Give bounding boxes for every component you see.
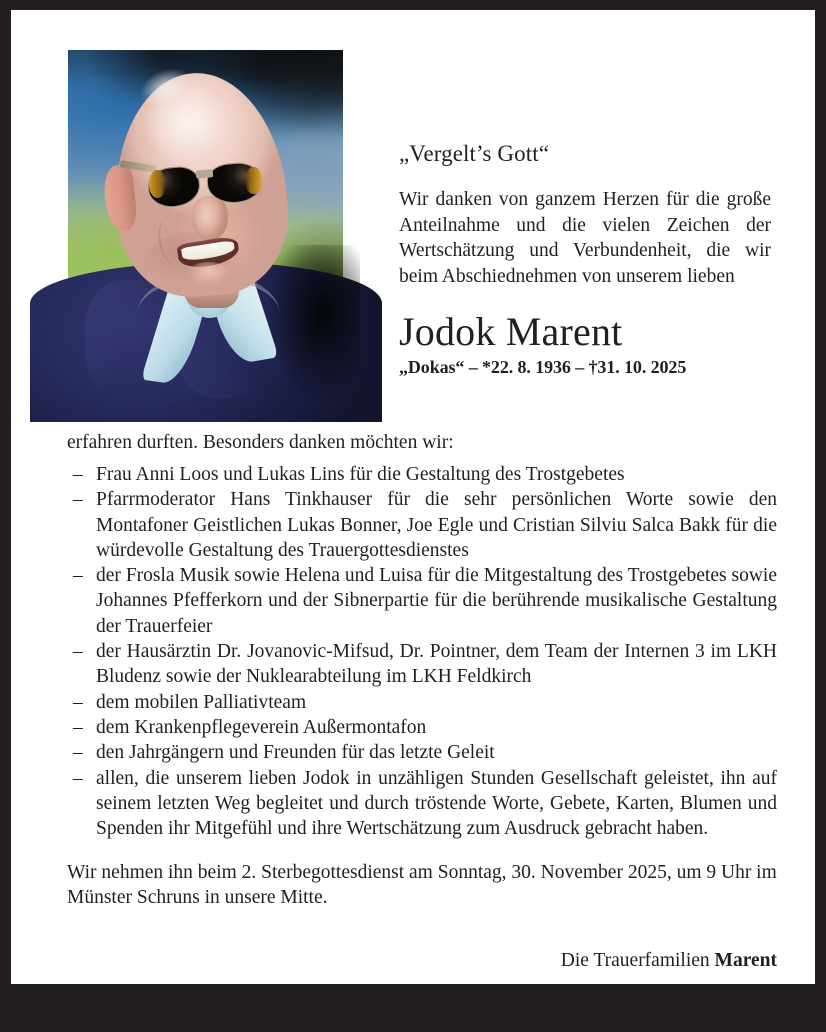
lead-sentence: erfahren durften. Besonders danken möchten wir:	[67, 432, 454, 453]
bullet-dash: –	[73, 742, 83, 764]
list-item-text: dem Krankenpflegeverein Außermontafon	[96, 716, 427, 738]
nickname-and-dates: „Dokas“ – *22. 8. 1936 – †31. 10. 2025	[399, 357, 687, 377]
place-name: Schruns,	[67, 1009, 141, 1031]
list-item-text: der Frosla Musik sowie Helena und Luisa für die Mitgestaltung des Trostgebetes sowie Johannes Pfefferkorn und der Sibnerpartie für die berührende musikalische Gestaltung der Trauerfeier	[96, 565, 777, 637]
list-item	[67, 563, 777, 639]
bullet-dash: –	[73, 767, 83, 789]
header-text-column	[399, 140, 771, 378]
signature-line	[67, 948, 777, 973]
list-item	[67, 462, 777, 487]
signature-family-name: Marent	[714, 950, 777, 972]
nose-shape	[192, 196, 228, 241]
list-item-text: dem mobilen Palliativteam	[96, 691, 307, 713]
bullet-dash: –	[73, 641, 83, 663]
thanks-list	[67, 462, 777, 841]
list-item-text: allen, die unserem lieben Jodok in unzähligen Stunden Gesellschaft geleistet, ihn auf seinem letzten Weg begleitet und durch tröstende Worte, Gebete, Karten, Blumen und Spenden ihr Mitgefühl und ihre Wertschätzung zum Ausdruck gebracht haben.	[96, 767, 777, 840]
body-text-column	[67, 430, 777, 1032]
list-item-text: der Hausärztin Dr. Jovanovic-Mifsud, Dr. Pointner, dem Team der Internen 3 im LKH Bludenz sowie der Nuklearabteilung im LKH Feldkirch	[96, 641, 777, 688]
thanks-paragraph: Wir danken von ganzem Herzen für die große Anteilnahme und die vielen Zeichen der Wertschätzung und Verbundenheit, die wir beim Abschiednehmen von unserem lieben	[399, 189, 771, 287]
list-item	[67, 766, 777, 842]
place-and-date-line	[67, 1007, 777, 1032]
notice-date: im November 2025	[140, 1009, 297, 1031]
sunglasses-bridge	[196, 169, 213, 178]
bullet-dash: –	[73, 489, 83, 511]
list-item	[67, 639, 777, 690]
sunglasses-amber-reflection-right	[245, 167, 262, 195]
list-item-text: Frau Anni Loos und Lukas Lins für die Gestaltung des Trostgebetes	[96, 464, 625, 485]
list-item	[67, 487, 777, 563]
chin-highlight	[184, 262, 234, 293]
closing-paragraph: Wir nehmen ihn beim 2. Sterbegottesdienst am Sonntag, 30. November 2025, um 9 Uhr im Münster Schruns in unsere Mitte.	[67, 862, 777, 909]
list-item	[67, 740, 777, 765]
obituary-notice	[11, 10, 815, 1031]
sunglasses-amber-reflection-left	[149, 170, 166, 198]
bullet-dash: –	[73, 464, 83, 485]
bullet-dash: –	[73, 716, 83, 738]
list-item-text: Pfarrmoderator Hans Tinkhauser für die sehr persönlichen Worte sowie den Montafoner Geistlichen Lukas Bonner, Joe Egle und Cristian Silviu Salca Bakk für die würdevolle Gestaltung des Trauergottesdienstes	[96, 489, 777, 561]
signature-prefix: Die Trauerfamilien	[560, 950, 715, 972]
list-item	[67, 690, 777, 715]
vergelts-gott-quote: „Vergelt’s Gott“	[399, 141, 549, 166]
deceased-name: Jodok Marent	[399, 309, 623, 354]
bullet-dash: –	[73, 691, 83, 713]
bullet-dash: –	[73, 565, 83, 587]
portrait-photo	[68, 50, 343, 398]
list-item-text: den Jahrgängern und Freunden für das letzte Geleit	[96, 742, 495, 764]
list-item	[67, 715, 777, 740]
teeth-shape	[180, 239, 235, 261]
